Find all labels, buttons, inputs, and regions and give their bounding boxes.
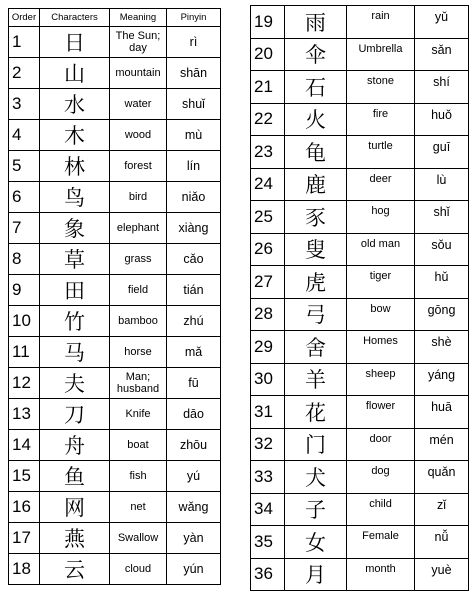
table-row (9, 151, 221, 182)
order-cell: 29 (251, 331, 285, 364)
meaning-cell: child (347, 493, 415, 526)
character-cell: 刀 (40, 399, 110, 430)
order-cell: 7 (9, 213, 40, 244)
character-cell: 舟 (40, 430, 110, 461)
pinyin-cell: zhōu (167, 430, 221, 461)
pinyin-cell: zhú (167, 306, 221, 337)
table-row (9, 337, 221, 368)
pinyin-cell: gōng (415, 298, 469, 331)
table-row (251, 396, 469, 429)
pinyin-cell: dāo (167, 399, 221, 430)
characters-table-right (250, 5, 469, 591)
meaning-cell: month (347, 558, 415, 591)
characters-table-left (8, 8, 221, 585)
header-pinyin: Pinyin (167, 9, 221, 27)
meaning-cell: bamboo (110, 306, 167, 337)
pinyin-cell: hǔ (415, 266, 469, 299)
meaning-cell: door (347, 428, 415, 461)
meaning-cell: water (110, 89, 167, 120)
character-cell: 龟 (285, 136, 347, 169)
table-row (251, 233, 469, 266)
table-row (251, 168, 469, 201)
order-cell: 16 (9, 492, 40, 523)
table-row (9, 244, 221, 275)
order-cell: 15 (9, 461, 40, 492)
character-cell: 夫 (40, 368, 110, 399)
order-cell: 18 (9, 554, 40, 585)
order-cell: 36 (251, 558, 285, 591)
table-row (9, 554, 221, 585)
order-cell: 28 (251, 298, 285, 331)
character-cell: 雨 (285, 6, 347, 39)
table-row (251, 71, 469, 104)
meaning-cell: bow (347, 298, 415, 331)
meaning-cell: elephant (110, 213, 167, 244)
order-cell: 22 (251, 103, 285, 136)
meaning-cell: deer (347, 168, 415, 201)
meaning-cell: Man; husband (110, 368, 167, 399)
character-cell: 网 (40, 492, 110, 523)
meaning-cell: bird (110, 182, 167, 213)
character-cell: 马 (40, 337, 110, 368)
pinyin-cell: guī (415, 136, 469, 169)
table-row (9, 58, 221, 89)
table-row (9, 461, 221, 492)
character-cell: 鸟 (40, 182, 110, 213)
order-cell: 13 (9, 399, 40, 430)
table-row (251, 201, 469, 234)
pinyin-cell: xiàng (167, 213, 221, 244)
order-cell: 20 (251, 38, 285, 71)
table-row (9, 120, 221, 151)
table-row (9, 430, 221, 461)
character-cell: 女 (285, 526, 347, 559)
order-cell: 19 (251, 6, 285, 39)
meaning-cell: sheep (347, 363, 415, 396)
header-characters: Characters (40, 9, 110, 27)
meaning-cell: mountain (110, 58, 167, 89)
pinyin-cell: fū (167, 368, 221, 399)
meaning-cell: dog (347, 461, 415, 494)
table-row (9, 523, 221, 554)
meaning-cell: cloud (110, 554, 167, 585)
order-cell: 12 (9, 368, 40, 399)
table-row (251, 428, 469, 461)
character-cell: 门 (285, 428, 347, 461)
order-cell: 21 (251, 71, 285, 104)
meaning-cell: grass (110, 244, 167, 275)
table-row (251, 38, 469, 71)
meaning-cell: The Sun; day (110, 27, 167, 58)
character-cell: 林 (40, 151, 110, 182)
order-cell: 34 (251, 493, 285, 526)
meaning-cell: boat (110, 430, 167, 461)
meaning-cell: field (110, 275, 167, 306)
table-row (9, 306, 221, 337)
table-row (251, 363, 469, 396)
character-cell: 虎 (285, 266, 347, 299)
character-cell: 羊 (285, 363, 347, 396)
character-cell: 燕 (40, 523, 110, 554)
table-row (9, 399, 221, 430)
table-row (251, 493, 469, 526)
character-cell: 伞 (285, 38, 347, 71)
character-cell: 鱼 (40, 461, 110, 492)
pinyin-cell: nǚ (415, 526, 469, 559)
meaning-cell: stone (347, 71, 415, 104)
character-cell: 火 (285, 103, 347, 136)
pinyin-cell: shān (167, 58, 221, 89)
character-cell: 鹿 (285, 168, 347, 201)
pinyin-cell: shuǐ (167, 89, 221, 120)
table-row (251, 298, 469, 331)
table-row (251, 526, 469, 559)
character-cell: 子 (285, 493, 347, 526)
header-meaning: Meaning (110, 9, 167, 27)
header-order: Order (9, 9, 40, 27)
order-cell: 25 (251, 201, 285, 234)
pinyin-cell: shè (415, 331, 469, 364)
pinyin-cell: sǎn (415, 38, 469, 71)
meaning-cell: Knife (110, 399, 167, 430)
table-row (9, 213, 221, 244)
meaning-cell: rain (347, 6, 415, 39)
pinyin-cell: huǒ (415, 103, 469, 136)
meaning-cell: wood (110, 120, 167, 151)
meaning-cell: Female (347, 526, 415, 559)
pinyin-cell: lù (415, 168, 469, 201)
character-cell: 石 (285, 71, 347, 104)
pinyin-cell: lín (167, 151, 221, 182)
meaning-cell: old man (347, 233, 415, 266)
character-cell: 云 (40, 554, 110, 585)
pinyin-cell: yáng (415, 363, 469, 396)
order-cell: 35 (251, 526, 285, 559)
order-cell: 27 (251, 266, 285, 299)
order-cell: 4 (9, 120, 40, 151)
character-cell: 豕 (285, 201, 347, 234)
order-cell: 2 (9, 58, 40, 89)
character-cell: 日 (40, 27, 110, 58)
order-cell: 1 (9, 27, 40, 58)
character-cell: 木 (40, 120, 110, 151)
pinyin-cell: quǎn (415, 461, 469, 494)
meaning-cell: Swallow (110, 523, 167, 554)
character-cell: 竹 (40, 306, 110, 337)
order-cell: 14 (9, 430, 40, 461)
table-row (9, 182, 221, 213)
character-cell: 田 (40, 275, 110, 306)
table-row (9, 275, 221, 306)
table-row (251, 331, 469, 364)
pinyin-cell: mǎ (167, 337, 221, 368)
pinyin-cell: shǐ (415, 201, 469, 234)
meaning-cell: hog (347, 201, 415, 234)
order-cell: 32 (251, 428, 285, 461)
meaning-cell: fish (110, 461, 167, 492)
table-row (251, 136, 469, 169)
pinyin-cell: yú (167, 461, 221, 492)
pinyin-cell: shí (415, 71, 469, 104)
character-cell: 山 (40, 58, 110, 89)
table-row (251, 558, 469, 591)
table-row (251, 266, 469, 299)
order-cell: 17 (9, 523, 40, 554)
order-cell: 8 (9, 244, 40, 275)
pinyin-cell: mén (415, 428, 469, 461)
order-cell: 10 (9, 306, 40, 337)
table-row (251, 461, 469, 494)
table-row (251, 6, 469, 39)
meaning-cell: net (110, 492, 167, 523)
meaning-cell: horse (110, 337, 167, 368)
header-row (9, 9, 221, 27)
order-cell: 31 (251, 396, 285, 429)
pinyin-cell: niǎo (167, 182, 221, 213)
pinyin-cell: rì (167, 27, 221, 58)
character-cell: 花 (285, 396, 347, 429)
pinyin-cell: tián (167, 275, 221, 306)
order-cell: 24 (251, 168, 285, 201)
character-cell: 叟 (285, 233, 347, 266)
order-cell: 9 (9, 275, 40, 306)
pinyin-cell: yǔ (415, 6, 469, 39)
character-cell: 弓 (285, 298, 347, 331)
table-row (9, 27, 221, 58)
table-row (9, 492, 221, 523)
order-cell: 6 (9, 182, 40, 213)
pinyin-cell: sǒu (415, 233, 469, 266)
order-cell: 5 (9, 151, 40, 182)
meaning-cell: turtle (347, 136, 415, 169)
pinyin-cell: wǎng (167, 492, 221, 523)
table-row (9, 368, 221, 399)
order-cell: 30 (251, 363, 285, 396)
character-cell: 月 (285, 558, 347, 591)
character-cell: 水 (40, 89, 110, 120)
pinyin-cell: zǐ (415, 493, 469, 526)
order-cell: 11 (9, 337, 40, 368)
order-cell: 26 (251, 233, 285, 266)
meaning-cell: Umbrella (347, 38, 415, 71)
pinyin-cell: yún (167, 554, 221, 585)
pinyin-cell: yàn (167, 523, 221, 554)
character-cell: 犬 (285, 461, 347, 494)
table-row (251, 103, 469, 136)
pinyin-cell: mù (167, 120, 221, 151)
order-cell: 33 (251, 461, 285, 494)
character-cell: 象 (40, 213, 110, 244)
pinyin-cell: huā (415, 396, 469, 429)
character-cell: 舍 (285, 331, 347, 364)
order-cell: 3 (9, 89, 40, 120)
meaning-cell: flower (347, 396, 415, 429)
pinyin-cell: yuè (415, 558, 469, 591)
meaning-cell: Homes (347, 331, 415, 364)
table-row (9, 89, 221, 120)
meaning-cell: fire (347, 103, 415, 136)
meaning-cell: forest (110, 151, 167, 182)
character-cell: 草 (40, 244, 110, 275)
pinyin-cell: cǎo (167, 244, 221, 275)
order-cell: 23 (251, 136, 285, 169)
meaning-cell: tiger (347, 266, 415, 299)
